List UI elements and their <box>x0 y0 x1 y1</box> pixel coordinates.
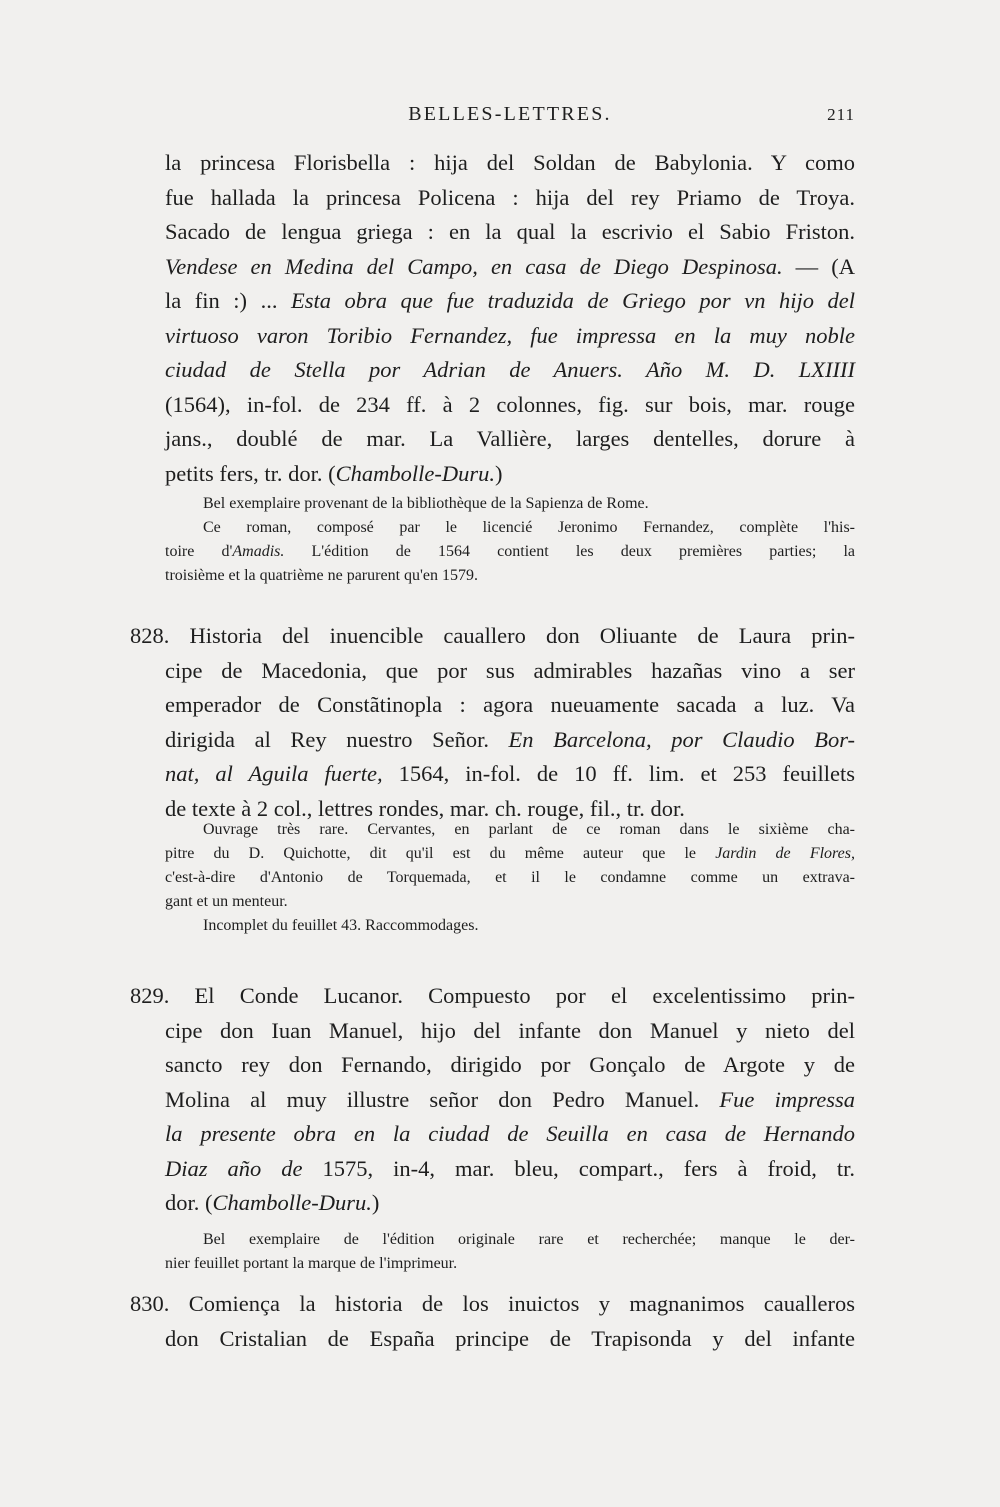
text-line: cipe don Iuan Manuel, hijo del infante don Manuel y nieto del <box>165 1017 855 1043</box>
italic-colophon: virtuoso varon Toribio Fernandez, fue impressa en la muy noble <box>165 322 855 348</box>
text-line: (1564), in-fol. de 234 ff. à 2 colonnes, fig. sur bois, mar. rouge <box>165 391 855 417</box>
note-line: nier feuillet portant la marque de l'imprimeur. <box>165 1255 458 1272</box>
page-number: 211 <box>827 105 855 124</box>
note-line: Incomplet du feuillet 43. Raccommodages. <box>203 917 479 934</box>
note-line: Ouvrage très rare. Cervantes, en parlant de ce roman dans le sixième cha- <box>203 821 855 838</box>
binder-name: Chambolle-Duru. <box>212 1190 372 1215</box>
italic-imprint: Diaz año de <box>165 1155 303 1181</box>
text-line <box>165 353 855 388</box>
entry-828-notes <box>165 818 855 938</box>
text-line: jans., doublé de mar. La Vallière, larges dentelles, dorure à <box>165 426 855 451</box>
entry-828 <box>130 619 855 826</box>
text-line: sancto rey don Fernando, dirigido por Gonçalo de Argote y de <box>165 1052 855 1077</box>
entry-number: 829. <box>130 983 170 1008</box>
entry-number: 830. <box>130 1291 170 1316</box>
italic-imprint: Fue impressa <box>719 1086 855 1112</box>
text-line: dirigida al Rey nuestro Señor. En Barcelona, por Claudio Bor- <box>165 726 855 752</box>
entry-continuation <box>165 146 855 491</box>
text-line: fue hallada la princesa Policena : hija del rey Priamo de Troya. <box>165 184 855 210</box>
text-line: 828. Historia del inuencible cauallero don Oliuante de Laura prin- <box>130 623 855 648</box>
entry-830 <box>130 1287 855 1356</box>
italic-imprint: Vendese en Medina del Campo, en casa de Diego Despinosa. <box>165 253 783 279</box>
binder-name: Chambolle-Duru. <box>335 460 495 486</box>
text-line: Vendese en Medina del Campo, en casa de Diego Despinosa. — (A <box>165 253 855 279</box>
text-line: 830. Comiença la historia de los inuictos y magnanimos caualleros <box>130 1291 855 1316</box>
text-line: cipe de Macedonia, que por sus admirables hazañas vino a ser <box>165 657 855 683</box>
italic-colophon: ciudad de Stella por Adrian de Anuers. Año M. D. LXIIII <box>165 357 855 382</box>
note-line: c'est-à-dire d'Antonio de Torquemada, et il le condamne comme un extrava- <box>165 869 855 886</box>
text-line: dor. (Chambolle-Duru.) <box>165 1190 380 1215</box>
text-line: Molina al muy illustre señor don Pedro Manuel. Fue impressa <box>165 1086 855 1112</box>
text-line: la princesa Florisbella : hija del Soldan de Babylonia. Y como <box>165 150 855 175</box>
italic-imprint: nat, al Aguila fuerte, <box>165 761 383 786</box>
running-head-title: BELLES-LETTRES. <box>408 103 612 125</box>
text-line: 829. El Conde Lucanor. Compuesto por el excelentissimo prin- <box>130 983 855 1008</box>
text-line: Diaz año de 1575, in-4, mar. bleu, compart., fers à froid, tr. <box>165 1155 855 1181</box>
note-line: troisième et la quatrième ne parurent qu'en 1579. <box>165 567 478 584</box>
note-line: gant et un menteur. <box>165 893 288 910</box>
note-line: Bel exemplaire provenant de la bibliothèque de la Sapienza de Rome. <box>203 495 649 512</box>
note-line: pitre du D. Quichotte, dit qu'il est du même auteur que le Jardin de Flores, <box>165 845 855 862</box>
text-line <box>165 319 855 354</box>
text-line: de texte à 2 col., lettres rondes, mar. ch. rouge, fil., tr. dor. <box>165 795 685 821</box>
text-line <box>165 1117 855 1152</box>
text-line: don Cristalian de España principe de Trapisonda y del infante <box>165 1325 855 1351</box>
note-line: Ce roman, composé par le licencié Jeronimo Fernandez, complète l'his- <box>203 519 855 536</box>
entry-continuation-notes <box>165 492 855 588</box>
text-line: petits fers, tr. dor. (Chambolle-Duru.) <box>165 460 503 486</box>
text-line: Sacado de lengua griega : en la qual la escrivio el Sabio Friston. <box>165 219 855 244</box>
text-line: nat, al Aguila fuerte, 1564, in-fol. de 10 ff. lim. et 253 feuillets <box>165 761 855 786</box>
entry-number: 828. <box>130 623 170 648</box>
text-line: emperador de Constãtinopla : agora nueuamente sacada a luz. Va <box>165 692 855 717</box>
text-line: la fin :) ... Esta obra que fue traduzida de Griego por vn hijo del <box>165 288 855 313</box>
italic-colophon: Esta obra que fue traduzida de Griego por vn hijo del <box>290 288 855 313</box>
italic-imprint: la presente obra en la ciudad de Seuilla en casa de Hernando <box>165 1121 855 1146</box>
note-line: toire d'Amadis. L'édition de 1564 contient les deux premières parties; la <box>165 543 856 560</box>
note-line: Bel exemplaire de l'édition originale rare et recherchée; manque le der- <box>203 1231 855 1248</box>
italic-imprint: En Barcelona, por Claudio Bor- <box>508 726 855 752</box>
entry-829 <box>130 979 855 1221</box>
running-head <box>165 101 855 131</box>
entry-829-notes <box>165 1228 855 1276</box>
